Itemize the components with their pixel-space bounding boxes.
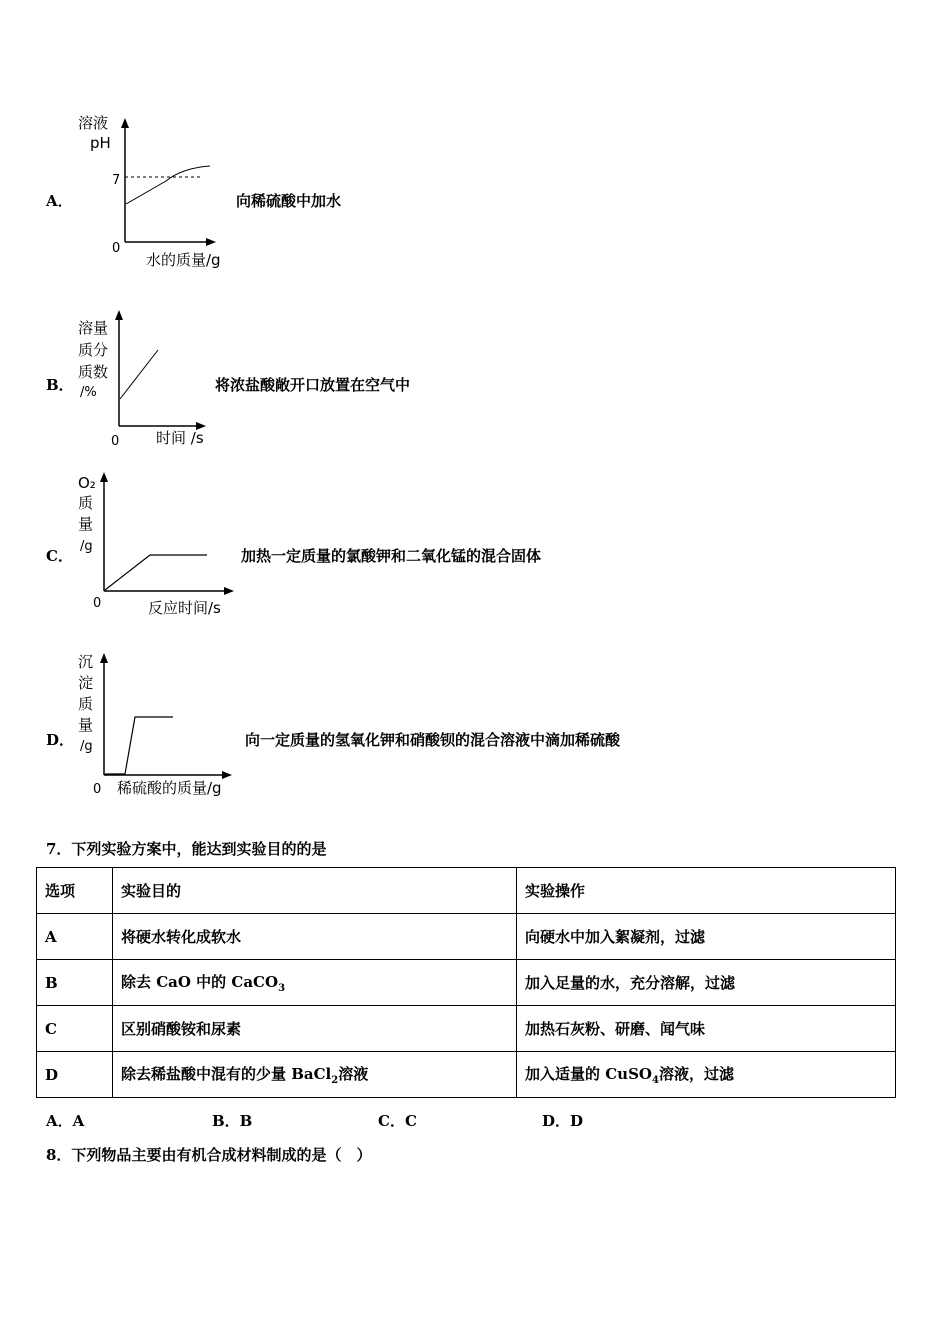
row-b-operation: 加入足量的水，充分溶解，过滤: [517, 960, 896, 1006]
graph-d-xlabel: 稀硫酸的质量/g: [117, 779, 222, 797]
row-b-goal: [113, 960, 517, 1006]
graph-b-ylabel-3: 质数: [78, 363, 109, 381]
row-c-operation: 加热石灰粉、研磨、闻气味: [517, 1006, 896, 1052]
row-d-option: D: [37, 1052, 113, 1098]
row-c-goal: 区别硝酸铵和尿素: [113, 1006, 517, 1052]
table-row: [37, 914, 896, 960]
row-a-operation: 向硬水中加入絮凝剂，过滤: [517, 914, 896, 960]
row-b-option: B: [37, 960, 113, 1006]
experiment-table: [36, 867, 896, 1098]
graph-c-xlabel: 反应时间/s: [148, 599, 221, 617]
graph-c-ylabel-4: /g: [80, 539, 93, 554]
graph-d-ylabel-1: 沉: [78, 653, 94, 671]
question-7-title: 7．下列实验方案中，能达到实验目的的是: [46, 840, 327, 858]
graph-a-curve: [126, 166, 210, 204]
graph-c-ylabel-3: 量: [78, 515, 94, 533]
table-row: [37, 1006, 896, 1052]
graph-d-y-arrow: [100, 653, 108, 663]
answer-c[interactable]: C．C: [378, 1112, 417, 1130]
graph-d: [70, 648, 250, 800]
graph-b-xlabel: 时间 /s: [156, 429, 204, 447]
graph-a-y-arrow: [121, 118, 129, 128]
graph-d-ylabel-5: /g: [80, 739, 93, 754]
row-b-goal-text: 除去 CaO 中的 CaCO: [121, 973, 279, 991]
graph-c-ylabel-2: 质: [78, 494, 94, 512]
row-a-goal: 将硬水转化成软水: [113, 914, 517, 960]
table-row: [37, 1052, 896, 1098]
option-d-description: 向一定质量的氢氧化钾和硝酸钡的混合溶液中滴加稀硫酸: [245, 731, 621, 749]
answer-a[interactable]: A．A: [46, 1112, 85, 1130]
question-8-title: 8．下列物品主要由有机合成材料制成的是（ ）: [46, 1146, 372, 1164]
graph-c-line: [105, 555, 207, 590]
row-d-op-text: 加入适量的 CuSO: [525, 1065, 652, 1083]
graph-c-origin: 0: [93, 596, 102, 611]
option-a-description: 向稀硫酸中加水: [236, 192, 342, 210]
graph-d-origin: 0: [93, 782, 102, 797]
graph-b-ylabel-4: /%: [80, 385, 97, 400]
graph-c-y-arrow: [100, 472, 108, 482]
graph-a-ytick-7: 7: [112, 173, 121, 188]
option-c-description: 加热一定质量的氯酸钾和二氧化锰的混合固体: [241, 547, 542, 565]
graph-b-origin: 0: [111, 434, 120, 449]
graph-a-xlabel: 水的质量/g: [146, 251, 221, 269]
table-row: [37, 960, 896, 1006]
row-d-op-post: 溶液，过滤: [658, 1065, 734, 1083]
option-b-description: 将浓盐酸敞开口放置在空气中: [215, 376, 411, 394]
row-d-operation: [517, 1052, 896, 1098]
graph-c-ylabel-1: O₂: [78, 474, 96, 492]
graph-d-x-arrow: [222, 771, 232, 779]
graph-c: [70, 468, 250, 623]
row-d-goal-subscript: 2: [331, 1075, 339, 1086]
row-b-goal-subscript: 3: [278, 983, 286, 994]
table-header-row: [37, 868, 896, 914]
row-a-option: A: [37, 914, 113, 960]
row-d-op-subscript: 4: [651, 1075, 659, 1086]
row-c-option: C: [37, 1006, 113, 1052]
graph-a-ylabel-1: 溶液: [78, 114, 109, 132]
graph-a-origin: 0: [112, 241, 121, 256]
option-a-letter: A．: [46, 192, 73, 210]
graph-d-ylabel-4: 量: [78, 716, 94, 734]
graph-b-y-arrow: [115, 310, 123, 320]
answer-d[interactable]: D．D: [542, 1112, 584, 1130]
graph-b-ylabel-1: 溶量: [78, 319, 109, 337]
graph-d-ylabel-2: 淀: [78, 674, 94, 692]
option-d-letter: D．: [46, 731, 75, 749]
graph-a: [70, 110, 240, 275]
row-d-goal-post: 溶液: [338, 1065, 369, 1083]
graph-c-x-arrow: [224, 587, 234, 595]
graph-b: [70, 304, 230, 454]
row-d-goal: [113, 1052, 517, 1098]
header-operation: 实验操作: [517, 868, 896, 914]
graph-a-ylabel-2: pH: [90, 134, 111, 152]
graph-b-line: [120, 350, 158, 399]
answer-b[interactable]: B．B: [212, 1112, 253, 1130]
graph-a-x-arrow: [206, 238, 216, 246]
option-c-letter: C．: [46, 547, 73, 565]
option-b-letter: B．: [46, 376, 74, 394]
row-d-goal-text: 除去稀盐酸中混有的少量 BaCl: [121, 1065, 332, 1083]
graph-b-ylabel-2: 质分: [78, 341, 109, 359]
header-goal: 实验目的: [113, 868, 517, 914]
graph-d-ylabel-3: 质: [78, 695, 94, 713]
header-option: 选项: [37, 868, 113, 914]
graph-d-line: [105, 717, 173, 774]
